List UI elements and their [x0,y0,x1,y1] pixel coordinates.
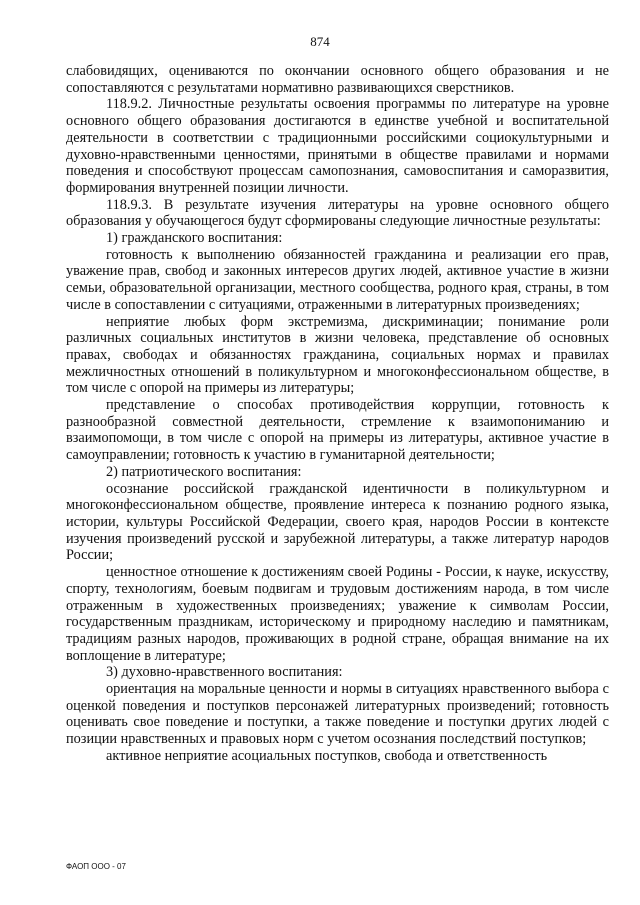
paragraph: 118.9.3. В результате изучения литературы на уровне основного общего образования у обучающегося будут сформированы следующие личностные результаты: [66,196,609,230]
paragraph: слабовидящих, оцениваются по окончании основного общего образования и не сопоставляются с результатами нормативно развивающихся сверстников. [66,63,609,96]
paragraph: 118.9.2. Личностные результаты освоения программы по литературе на уровне основного общего образования достигаются в единстве учебной и воспитательной деятельности в соответствии с традиционными российскими социокультурными и духовно-нравственными ценностями, принятыми в обществе правилами и нормами поведения и способствуют процессам самопознания, самовоспитания и саморазвития, формирования внутренней позиции личности. [66,96,609,196]
section-heading: 1) гражданского воспитания: [106,230,283,247]
section-heading: 2) патриотического воспитания: [106,463,302,480]
paragraph: представление о способах противодействия коррупции, готовность к разнообразной совместной деятельности, стремление к взаимопониманию и взаимопомощи, в том числе с опорой на примеры из литературы, активное участие в самоуправлении; готовность к участию в гуманитарной деятельности; [66,397,609,464]
paragraph: готовность к выполнению обязанностей гражданина и реализации его прав, уважение прав, свобод и законных интересов других людей, активное участие в жизни семьи, образовательной организации, местного сообщества, родного края, страны, в том числе в сопоставлении с ситуациями, отраженными в литературных произведениях; [66,246,609,313]
section-heading: 3) духовно-нравственного воспитания: [106,664,343,681]
paragraph: ориентация на моральные ценности и нормы в ситуациях нравственного выбора с оценкой поведения и поступков персонажей литературных произведений; готовность оценивать свое поведение и поступки, а также поведение и поступки других людей с позиции нравственных и правовых норм с учетом осознания последствий поступков; [66,681,609,748]
paragraph: неприятие любых форм экстремизма, дискриминации; понимание роли различных социальных институтов в жизни человека, представление об основных правах, свободах и обязанностях гражданина, социальных нормах и правилах межличностных отношений в поликультурном и многоконфессиональном обществе, в том числе с опорой на примеры из литературы; [66,313,609,397]
footer-code: ФАОП ООО - 07 [66,862,126,871]
page-number: 874 [310,34,330,49]
paragraph: ценностное отношение к достижениям своей Родины - России, к науке, искусству, спорту, технологиям, боевым подвигам и трудовым достижениям народа, в том числе отраженным в художественных произведениях; уважение к символам России, государственным праздникам, историческому и природному наследию и памятникам, традициям разных народов, проживающих в родной стране, обращая внимание на их воплощение в литературе; [66,564,609,664]
document-body [66,63,609,765]
paragraph: активное неприятие асоциальных поступков, свобода и ответственность [106,747,548,764]
paragraph: осознание российской гражданской идентичности в поликультурном и многоконфессиональном обществе, проявление интереса к познанию родного языка, истории, культуры Российской Федерации, своего края, народов России в контексте изучения произведений русской и зарубежной литературы, а также литератур народов России; [66,480,609,564]
